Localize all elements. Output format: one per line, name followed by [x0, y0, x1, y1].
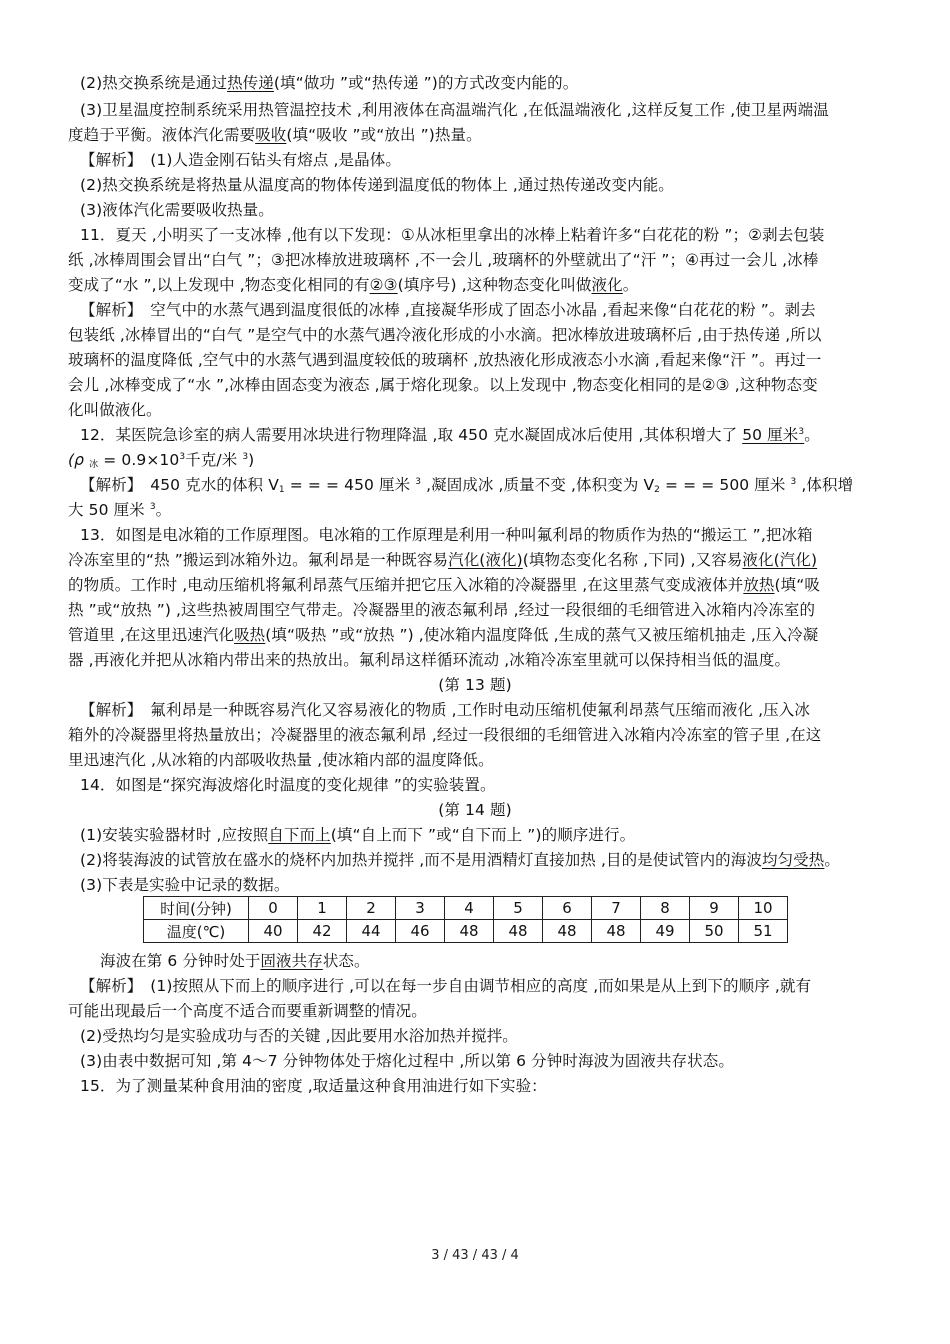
q14-analysis-1: 【解析】 (1)按照从下而上的顺序进行 ,可以在每一步自由调节相应的高度 ,而如果是从上到下的顺序 ,就有: [80, 977, 812, 995]
table-cell: 7: [592, 897, 641, 920]
answer-blank: ②③: [369, 276, 398, 294]
q11-analysis-3: 玻璃杯的温度降低 ,空气中的水蒸气遇到温度较低的玻璃杯 ,放热液化形成液态小水滴 ,看起来像“汗 ”。再过一: [68, 351, 822, 369]
q10-analysis-1: 【解析】 (1)人造金刚石钻头有熔点 ,是晶体。: [80, 151, 401, 169]
q11-analysis-4: 会儿 ,冰棒变成了“水 ”,冰棒由固态变为液态 ,属于熔化现象。以上发现中 ,物态变化相同的是②③ ,这种物态变: [68, 376, 818, 394]
page-number: 3 / 43 / 43 / 4: [431, 1248, 519, 1263]
q11-line2: 纸 ,冰棒周围会冒出“白气 ”；③把冰棒放进玻璃杯 ,不一会儿 ,玻璃杯的外壁就出了“汗 ”；④再过一会儿 ,冰棒: [68, 251, 819, 269]
answer-blank: 吸收: [255, 126, 287, 144]
q13-line1: 13．如图是电冰箱的工作原理图。电冰箱的工作原理是利用一种叫氟利昂的物质作为热的“搬运工 ”,把冰箱: [80, 526, 813, 544]
q10-analysis-3: (3)液体汽化需要吸收热量。: [80, 201, 274, 219]
q11-analysis-2: 包装纸 ,冰棒冒出的“白气 ”是空气中的水蒸气遇冷液化形成的小水滴。把冰棒放进玻璃杯后 ,由于热传递 ,所以: [68, 326, 822, 344]
table-row: [144, 897, 788, 920]
q10-part3-line2: 度趋于平衡。液体汽化需要吸收(填“吸收 ”或“放出 ”)热量。: [68, 126, 482, 144]
q11-line3: 变成了“水 ”,以上发现中 ,物态变化相同的有②③(填序号) ,这种物态变化叫做液化。: [68, 276, 639, 294]
answer-blank: 液化(汽化): [742, 551, 818, 569]
table-cell: 48: [543, 920, 592, 943]
table-cell: 40: [249, 920, 298, 943]
q14-analysis-2: 可能出现最后一个高度不适合而要重新调整的情况。: [68, 1002, 427, 1020]
table-cell: 3: [396, 897, 445, 920]
table-cell: 9: [690, 897, 739, 920]
table-cell: 44: [347, 920, 396, 943]
table-cell: 48: [494, 920, 543, 943]
table-cell: 5: [494, 897, 543, 920]
table-cell: 2: [347, 897, 396, 920]
q12-line2: (ρ $_冰 = 0.9\times 10^3$千克/米 $^3$): [68, 451, 255, 470]
answer-blank: 吸热: [234, 626, 266, 644]
answer-blank: 均匀受热: [761, 851, 825, 869]
q13-line2: 冷冻室里的“热 ”搬运到冰箱外边。氟利昂是一种既容易汽化(液化)(填物态变化名称 ,下同) ,又容易液化(汽化): [68, 551, 818, 569]
figure-caption-14: (第 14 题): [438, 801, 512, 819]
q10-part3-line1: (3)卫星温度控制系统采用热管温控技术 ,利用液体在高温端汽化 ,在低温端液化 ,这样反复工作 ,使卫星两端温: [80, 101, 829, 119]
q12-line1: 12．某医院急诊室的病人需要用冰块进行物理降温 ,取 450 克水凝固成冰后使用 ,其体积增大了 50 厘米$^3$。: [80, 426, 820, 444]
q14-analysis-3: (2)受热均匀是实验成功与否的关键 ,因此要用水浴加热并搅拌。: [80, 1027, 518, 1045]
table-cell: 8: [641, 897, 690, 920]
q12-analysis-1: 【解析】 450 克水的体积 $V_1$ = = = 450 厘米 $^3$ ,凝固成冰 ,质量不变 ,体积变为 $V_2$ = = = 500 厘米 $^3$ ,体积增: [80, 476, 854, 495]
table-cell: 1: [298, 897, 347, 920]
answer-blank: 汽化(液化): [448, 551, 523, 569]
table-cell: 6: [543, 897, 592, 920]
table-row: [144, 920, 788, 943]
answer-blank: 固液共存: [260, 952, 323, 970]
table-cell: 48: [592, 920, 641, 943]
q11-line1: 11．夏天 ,小明买了一支冰棒 ,他有以下发现：①从冰柜里拿出的冰棒上粘着许多“白花花的粉 ”；②剥去包装: [80, 226, 825, 244]
q10-part2: (2)热交换系统是通过热传递(填“做功 ”或“热传递 ”)的方式改变内能的。: [80, 74, 579, 92]
table-cell: 0: [249, 897, 298, 920]
q13-analysis-3: 里迅速汽化 ,从冰箱的内部吸收热量 ,使冰箱内部的温度降低。: [68, 751, 494, 769]
q13-line5: 管道里 ,在这里迅速汽化吸热(填“吸热 ”或“放热 ”) ,使冰箱内温度降低 ,生成的蒸气又被压缩机抽走 ,压入冷凝: [68, 626, 819, 644]
q10-analysis-2: (2)热交换系统是将热量从温度高的物体传递到温度低的物体上 ,通过热传递改变内能。: [80, 176, 674, 194]
data-table: [143, 896, 788, 943]
answer-blank: 热传递: [227, 74, 274, 92]
q11-analysis-5: 化叫做液化。: [68, 401, 162, 419]
answer-blank: 放热: [743, 576, 775, 594]
q14-part1: (1)安装实验器材时 ,应按照自下而上(填“自上而下 ”或“自下而上 ”)的顺序进行。: [80, 826, 636, 844]
q13-analysis-2: 箱外的冷凝器里将热量放出；冷凝器里的液态氟利昂 ,经过一段很细的毛细管进入冰箱内冷冻室的管子里 ,在这: [68, 726, 822, 744]
q14-part2: (2)将装海波的试管放在盛水的烧杯内加热并搅拌 ,而不是用酒精灯直接加热 ,目的是使试管内的海波均匀受热。: [80, 851, 840, 869]
table-cell: 46: [396, 920, 445, 943]
q13-line6: 器 ,再液化并把从冰箱内带出来的热放出。氟利昂这样循环流动 ,冰箱冷冻室里就可以保持相当低的温度。: [68, 651, 791, 669]
table-cell: 48: [445, 920, 494, 943]
q13-analysis-1: 【解析】 氟利昂是一种既容易汽化又容易液化的物质 ,工作时电动压缩机使氟利昂蒸气压缩而液化 ,压入冰: [80, 701, 810, 719]
q14-part3: (3)下表是实验中记录的数据。: [80, 876, 290, 894]
q11-analysis-1: 【解析】 空气中的水蒸气遇到温度很低的冰棒 ,直接凝华形成了固态小冰晶 ,看起来像“白花花的粉 ”。剥去: [80, 301, 816, 319]
answer-blank: 自下而上: [268, 826, 331, 844]
q13-line4: 热 ”或“放热 ”) ,这些热被周围空气带走。冷凝器里的液态氟利昂 ,经过一段很细的毛细管进入冰箱内冷冻室的: [68, 601, 816, 619]
q13-line3: 的物质。工作时 ,电动压缩机将氟利昂蒸气压缩并把它压入冰箱的冷凝器里 ,在这里蒸气变成液体并放热(填“吸: [68, 576, 820, 594]
table-cell: 42: [298, 920, 347, 943]
q12-analysis-2: 大 50 厘米 $^3$。: [68, 501, 172, 519]
table-cell: 4: [445, 897, 494, 920]
table-cell: 50: [690, 920, 739, 943]
q14-line1: 14．如图是“探究海波熔化时温度的变化规律 ”的实验装置。: [80, 776, 496, 794]
table-header-temp: 温度(℃): [144, 920, 249, 943]
table-header-time: 时间(分钟): [144, 897, 249, 920]
table-cell: 51: [739, 920, 788, 943]
answer-blank: 50 厘米$^3$: [742, 426, 805, 444]
figure-caption-13: (第 13 题): [438, 676, 512, 694]
table-cell: 49: [641, 920, 690, 943]
q14-line-state: 海波在第 6 分钟时处于固液共存状态。: [100, 952, 370, 970]
q14-analysis-4: (3)由表中数据可知 ,第 4～7 分钟物体处于熔化过程中 ,所以第 6 分钟时海波为固液共存状态。: [80, 1052, 734, 1070]
table-cell: 10: [739, 897, 788, 920]
q15-line1: 15．为了测量某种食用油的密度 ,取适量这种食用油进行如下实验：: [80, 1077, 547, 1095]
answer-blank: 液化: [591, 276, 623, 294]
